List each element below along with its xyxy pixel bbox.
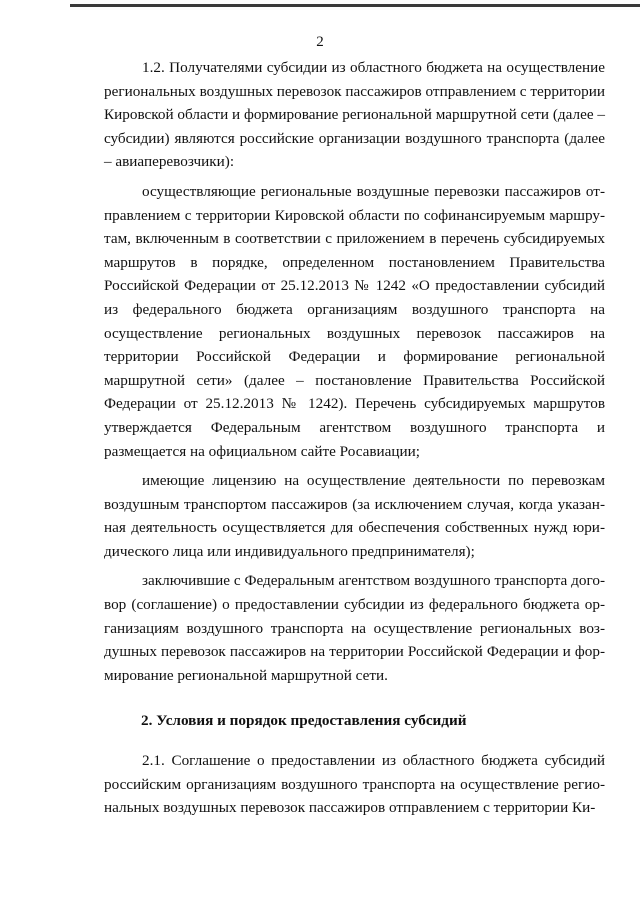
section-heading: 2. Условия и порядок предоставления субсидий xyxy=(141,712,467,730)
paragraph-licence: имеющие лицензию на осуществление деятельности по перевозкам воздушным транспортом пассажиров (за исключением случая, когда указанная деятельность осуществляется для обеспечения собственных нужд юридического лица или индивидуального предпринимателя); xyxy=(104,472,605,560)
paragraph-carrying-out: осуществляющие региональные воздушные перевозки пассажиров отправлением с территории Кировской области по софинансируемым маршрутам, включенным в соответствии с приложением в перечень субсидируемых маршрутов в порядке, определенном постановлением Правительства Российской Федерации от 25.12.2013 № 1242 «О предоставлении субсидий из федерального бюджета организациям воздушного транспорта на осуществление региональных воздушных перевозок пассажиров на территории Российской Федерации и формирование региональной маршрутной сети» (далее – постановление Правительства Российской Федерации от 25.12.2013 № 1242). Перечень субсидируемых маршрутов утверждается Федеральным агентством воздушного транспорта и размещается на официальном сайте Росавиации; xyxy=(104,182,605,460)
top-rule xyxy=(70,4,640,7)
page-number: 2 xyxy=(316,34,324,50)
document-body xyxy=(104,56,605,820)
paragraph-1-2: 1.2. Получателями субсидии из областного бюджета на осуществление региональных воздушных перевозок пассажиров отправлением с территории Кировской области и формирование региональной маршрутной сети (далее – субсидии) являются российские организации воздушного транспорта (далее – авиаперевозчики): xyxy=(104,59,605,171)
paragraph-2-1: 2.1. Соглашение о предоставлении из областного бюджета субсидий российским организациям воздушного транспорта на осуществление региональных воздушных перевозок пассажиров отправлением с территории Ки- xyxy=(104,752,605,817)
paragraph-agreement: заключившие с Федеральным агентством воздушного транспорта договор (соглашение) о предоставлении субсидии из федерального бюджета организациям воздушного транспорта на осуществление региональных воздушных перевозок пассажиров на территории Российской Федерации и формирование региональной маршрутной сети. xyxy=(104,572,605,684)
